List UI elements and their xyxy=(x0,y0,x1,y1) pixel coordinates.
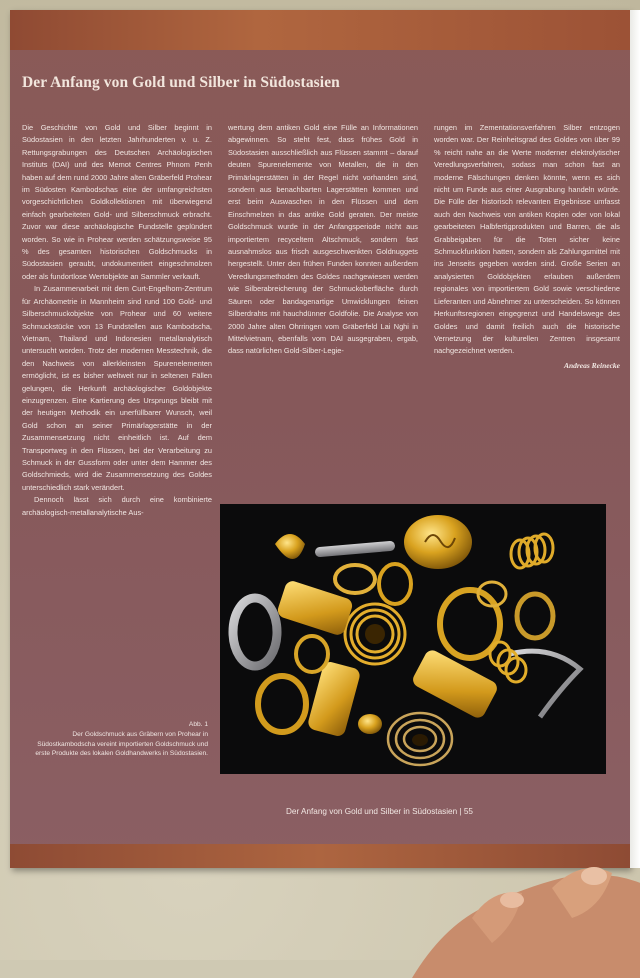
paragraph: Die Geschichte von Gold und Silber beginnt in Südostasien in den letzten Jahrhunderten v. u. Z. Rettungsgrabungen des Deutschen Archäologischen Instituts (DAI) und des Memot Centres Phnom Penh haben auf dem rund 2000 Jahre alten Gräberfeld Prohear im Südosten Kambodschas eine der umfangreichsten vorgeschichtlichen Goldkollektionen mit überwiegend einfach gearbeiteten Gold- und Silberschmuck erbracht. Zuvor war diese archäologische Fundstelle geplündert worden. So wie in Prohear werden schätzungsweise 95 % des gesamten historischen Goldschmucks in Südostasien geraubt, undokumentiert eingeschmolzen oder als fundortlose Wertobjekte an Sammler verkauft. xyxy=(22,123,212,281)
paragraph: Dennoch lässt sich durch eine kombinierte archäologisch-metallanalytische Aus- xyxy=(22,495,212,517)
hand-holding-page xyxy=(412,848,640,978)
paragraph: wertung dem antiken Gold eine Fülle an Informationen abgewinnen. So steht fest, dass frühes Gold in Südostasien ausschließlich aus Flüssen stammt – darauf deuten Spurenelemente von Metallen, die in den Primärlagerstätten in der Regel nicht vorhanden sind, sondern aus benachbarten Lagerstätten kommen und erst beim Auswaschen in den Flüssen und dem Einschmelzen in das antike Gold geraten. Der meiste Goldschmuck wurde in der Anfangsperiode nicht aus importiertem recyceltem Altschmuck, sondern fast ausnahmslos aus frisch ausgeschwenkten Goldnuggets hergestellt. Unter den frühen Funden konnten außerdem Veredlungsmethoden des Goldes nachgewiesen werden wie Silberabreicherung der Schmuckoberfläche durch Säuren oder bandagenartige Umwicklungen feinen Silberdrahts mit hauchdünner Goldfolie. Die Analyse von 2000 Jahre alten Ohrringen vom Gräberfeld Lai Nghi in Mittelvietnam, ebenfalls vom DAI ausgegraben, ergab, dass natürlichen Gold-Silber-Legie- xyxy=(228,123,418,356)
text-column-3 xyxy=(434,122,620,372)
top-color-band xyxy=(10,10,630,50)
figure-label: Abb. 1 xyxy=(188,721,208,728)
paragraph: rungen im Zementationsverfahren Silber entzogen worden war. Der Reinheitsgrad des Goldes von über 99 % reicht nahe an die Werte moderner elektrolytischer Veredlungsverfahren, sodass man schon fast an moderne Fälschungen denken könnte, wenn es sich nicht um Funde aus einer Ausgrabung handeln würde. Die Fülle der historisch relevanten Ergebnisse umfasst auch den Nachweis von antiken Kopien oder von lokal gearbeiteten Halbfertigprodukten und Barren, die als Grabbeigaben für die Toten sicher keine Schmuckfunktion hatten, sondern als Zahlungsmittel mit ins Jenseits gegeben worden sind. Große Serien an analysierten Goldobjekten erlauben außerdem regionales von importiertem Gold sowie verschiedene Lieferanten und Abnehmer zu unterscheiden. So können Herkunftsregionen eingegrenzt und Handelswege des Goldes und damit freilich auch die historische Vernetzung der kulturellen Zentren insgesamt nachgezeichnet werden. xyxy=(434,123,620,356)
article-title: Der Anfang von Gold und Silber in Südostasien xyxy=(22,74,340,91)
footer-title: Der Anfang von Gold und Silber in Südostasien xyxy=(286,807,458,816)
text-column-1 xyxy=(22,122,212,519)
text-column-2 xyxy=(228,122,418,358)
running-footer xyxy=(286,807,473,816)
figure-caption xyxy=(22,720,208,759)
footer-separator: | xyxy=(459,807,462,816)
magazine-page xyxy=(10,10,630,868)
figure-caption-text: Der Goldschmuck aus Gräbern von Prohear in Südostkambodscha vereint importierten Goldschmuck und erste Produkte des lokalen Goldhandwerks in Südostasien. xyxy=(35,730,208,758)
gold-jewellery-photo xyxy=(220,504,606,774)
page-number: 55 xyxy=(463,807,473,816)
author-name: Andreas Reinecke xyxy=(563,360,620,370)
page-edge xyxy=(630,10,640,868)
paragraph: In Zusammenarbeit mit dem Curt-Engelhorn-Zentrum für Archäometrie in Mannheim sind rund 100 Gold- und Silberschmuckobjekte von Prohear und 60 weitere Schmuckstücke von 13 Fundstellen aus Kambodscha, Vietnam, Thailand und Indonesien metallanalytisch untersucht worden. Trotz der modernen Messtechnik, die den Nachweis von allerkleinsten Spurenelementen ermöglicht, ist es bisher weltweit nur in seltenen Fällen gelungen, die Herkunft archäologischer Goldobjekte einzugrenzen. Eine Kartierung des Ursprungs bleibt mit der heutigen Methodik ein unerfüllbarer Wunsch, weil Gold schon an seiner Primärlagerstätte in der Zusammensetzung nicht einheitlich ist. Auf dem Transportweg in den Flüssen, bei der Verarbeitung zu Schmuck in der Gussform oder unter dem Hammer des Goldschmieds, wird die Zusammensetzung des Goldes unterschiedlich stark verändert. xyxy=(22,284,212,492)
